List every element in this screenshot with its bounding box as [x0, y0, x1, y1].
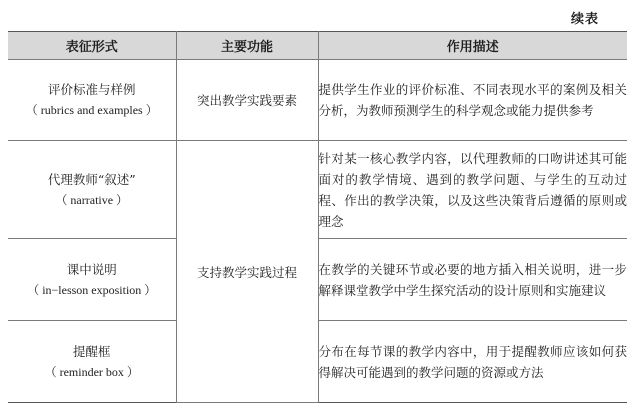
table-row	[8, 60, 627, 141]
form-name-zh: 评价标准与样例	[47, 82, 136, 97]
description-cell: 在教学的关键环节或必要的地方插入相关说明，进一步解释课堂教学中学生探究活动的设计原则和实施建议	[318, 239, 627, 321]
form-name-en: （ narrative ）	[55, 192, 129, 207]
header-form: 表征形式	[8, 32, 176, 60]
description-cell: 提供学生作业的评价标准、不同表现水平的案例及相关分析，为教师预测学生的科学观念或能力提供参考	[318, 60, 627, 141]
table-row	[8, 239, 627, 321]
header-function: 主要功能	[176, 32, 318, 60]
form-name-zh: 代理教师“叙述”	[47, 171, 136, 187]
function-cell: 支持教学实践过程	[176, 141, 318, 403]
form-name-en: （ rubrics and examples ）	[25, 103, 158, 117]
continued-label: 续表	[570, 12, 599, 27]
form-name-zh: 课中说明	[66, 261, 117, 277]
representation-table	[8, 31, 627, 403]
table-row	[8, 141, 627, 239]
form-name-en: （ in−lesson exposition ）	[27, 282, 157, 297]
table-header-row	[8, 32, 627, 60]
description-cell: 针对某一核心教学内容，以代理教师的口吻讲述其可能面对的教学情境、遇到的教学问题、与学生的互动过程、作出的教学决策，以及这些决策背后遵循的原则或理念	[318, 141, 627, 239]
form-cell	[8, 141, 176, 239]
table-row	[8, 321, 627, 403]
form-cell	[8, 60, 176, 141]
header-description: 作用描述	[318, 32, 627, 60]
form-cell	[8, 321, 176, 403]
description-cell: 分布在每节课的教学内容中，用于提醒教师应该如何获得解决可能遇到的教学问题的资源或方法	[318, 321, 627, 403]
form-name-zh: 提醒框	[72, 343, 111, 359]
function-cell: 突出教学实践要素	[176, 60, 318, 141]
form-cell	[8, 239, 176, 321]
form-name-en: （ reminder box ）	[44, 364, 139, 379]
